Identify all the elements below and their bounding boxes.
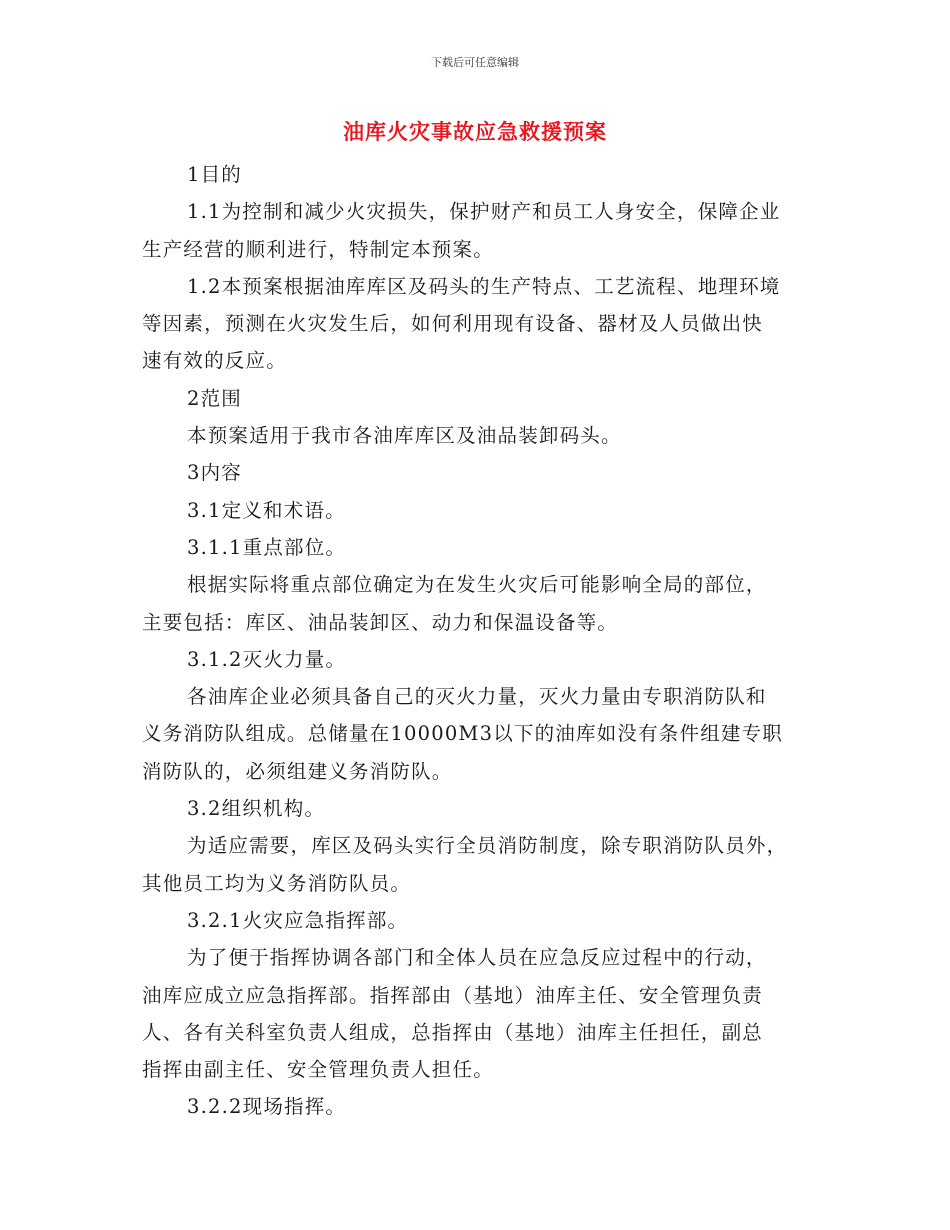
paragraph-line: 等因素，预测在火灾发生后，如何利用现有设备、器材及人员做出快 [142,312,764,336]
subsection-heading: 3.2组织机构。 [187,797,326,821]
document-title: 油库火灾事故应急救援预案 [343,120,607,144]
subsection-heading: 3.1.2灭火力量。 [187,647,347,671]
paragraph-line: 生产经营的顺利进行，特制定本预案。 [142,237,494,261]
paragraph-line: 为适应需要，库区及码头实行全员消防制度，除专职消防队员外， [187,834,788,858]
paragraph-line: 主要包括：库区、油品装卸区、动力和保温设备等。 [142,610,619,634]
subsection-heading: 3.1定义和术语。 [187,498,346,522]
paragraph-line: 1.2本预案根据油库库区及码头的生产特点、工艺流程、地理环境 [187,274,781,298]
section-heading-scope: 2范围 [187,386,243,410]
header-note: 下载后可任意编辑 [431,56,519,69]
section-heading-purpose: 1目的 [187,163,243,186]
paragraph-line: 本预案适用于我市各油库库区及油品装卸码头。 [187,424,622,448]
subsection-heading: 3.2.2现场指挥。 [187,1095,347,1119]
section-heading-content: 3内容 [187,461,243,485]
document-body [142,156,822,1126]
paragraph-line: 各油库企业必须具备自己的灭火力量，灭火力量由专职消防队和 [187,685,767,709]
paragraph-line: 速有效的反应。 [142,349,287,373]
paragraph-line: 其他员工均为义务消防队员。 [142,871,412,895]
paragraph-line: 人、各有关科室负责人组成，总指挥由（基地）油库主任担任，副总 [142,1020,764,1044]
paragraph-line: 根据实际将重点部位确定为在发生火灾后可能影响全局的部位， [187,573,767,597]
subsection-heading: 3.1.1重点部位。 [187,535,347,559]
paragraph-line: 为了便于指挥协调各部门和全体人员在应急反应过程中的行动， [187,946,767,970]
paragraph-line: 1.1为控制和减少火灾损失，保护财产和员工人身安全，保障企业 [187,200,781,224]
subsection-heading: 3.2.1火灾应急指挥部。 [187,908,409,932]
paragraph-line: 指挥由副主任、安全管理负责人担任。 [142,1058,494,1082]
paragraph-line: 义务消防队组成。总储量在10000M3以下的油库如没有条件组建专职 [142,722,784,746]
paragraph-line: 油库应成立应急指挥部。指挥部由（基地）油库主任、安全管理负责 [142,983,764,1007]
paragraph-line: 消防队的，必须组建义务消防队。 [142,759,453,783]
